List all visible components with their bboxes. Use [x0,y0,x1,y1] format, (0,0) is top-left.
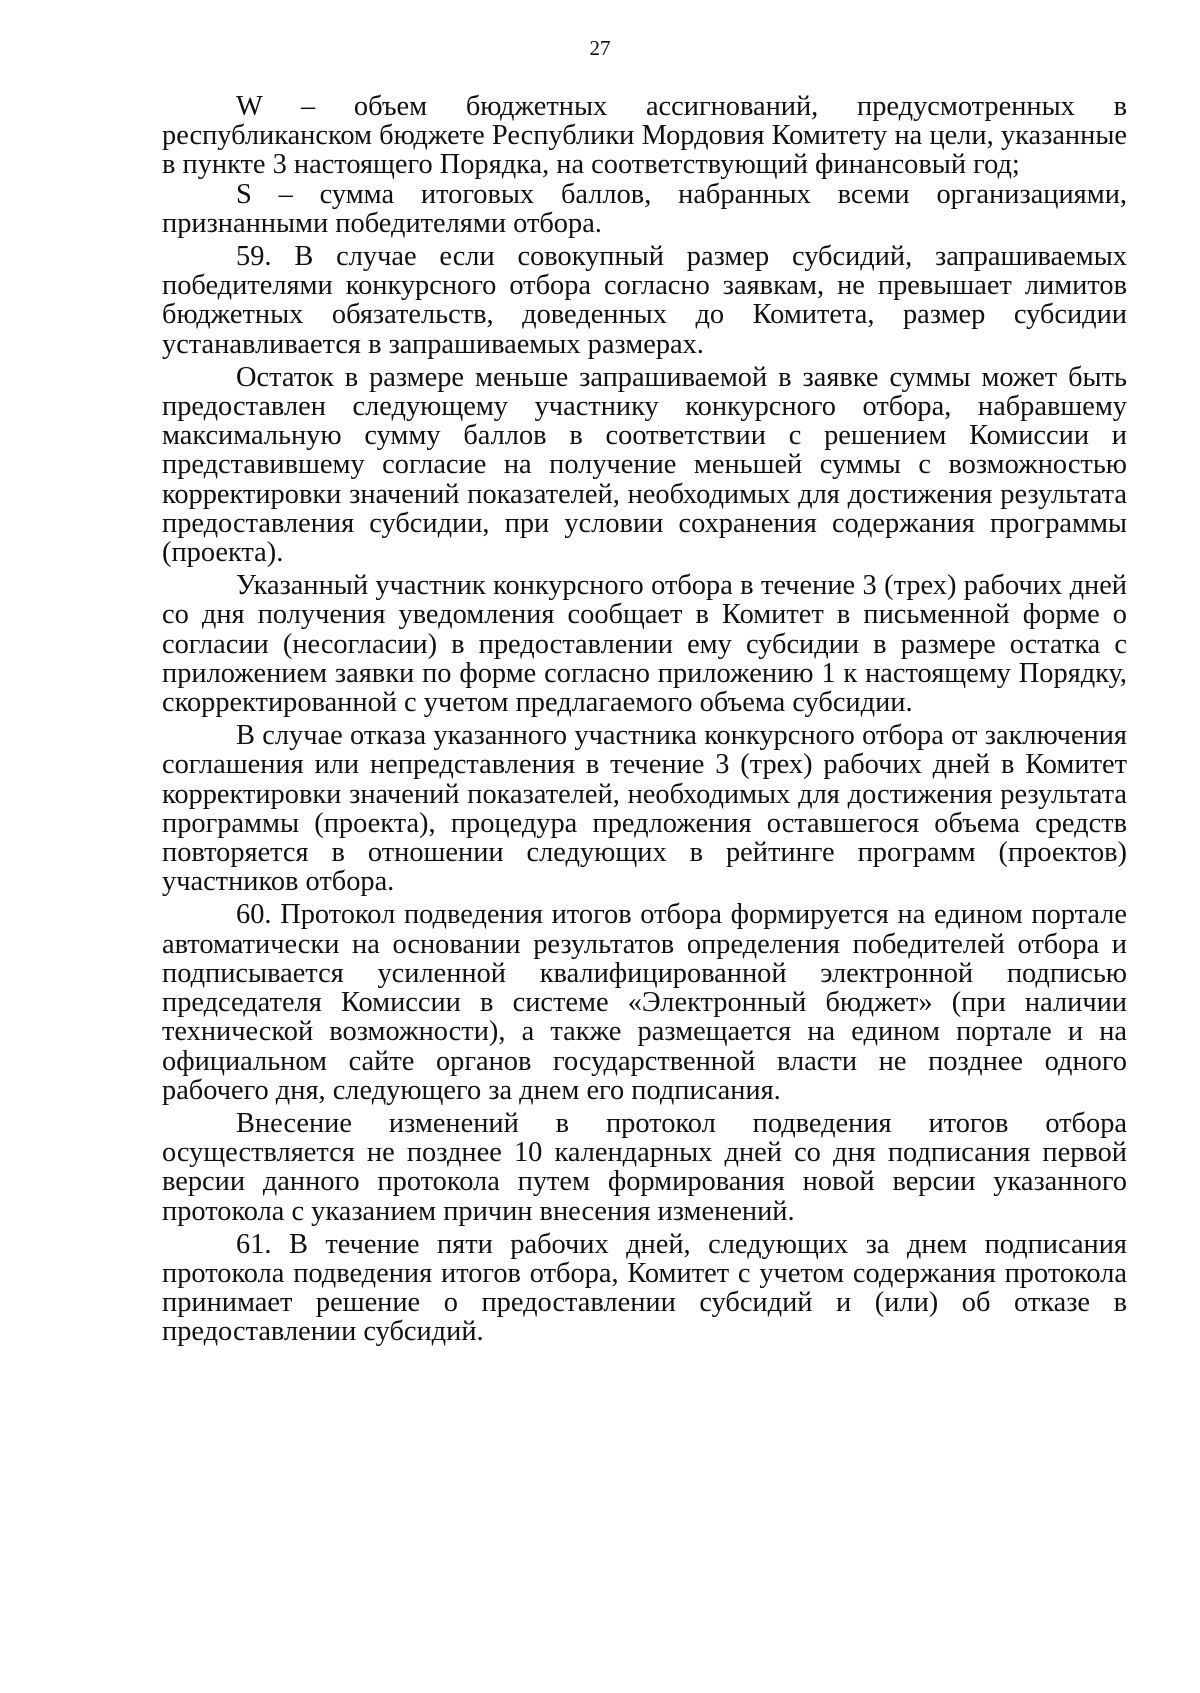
paragraph-clause-61: 61. В течение пяти рабочих дней, следующих за днем подписания протокола подведения итогов отбора, Комитет с учетом содержания протокола принимает решение о предоставлении субсидий и (или) об отказе в предоставлении субсидий. [162,1228,1127,1348]
paragraph-clause-60: 60. Протокол подведения итогов отбора формируется на едином портале автоматически на основании результатов определения победителей отбора и подписывается усиленной квалифицированной электронной подписью председателя Комиссии в системе «Электронный бюджет» (при наличии технической возможности), а также размещается на едином портале и на официальном сайте органов государственной власти не позднее одного рабочего дня, следующего за днем его подписания. [162,899,1127,1106]
paragraph-w-definition: W – объем бюджетных ассигнований, предусмотренных в республиканском бюджете Республики Мордовия Комитету на цели, указанные в пункте 3 настоящего Порядка, на соответствующий финансовый год; [162,91,1127,181]
document-body [162,92,1127,1347]
paragraph-s-definition: S – сумма итоговых баллов, набранных всеми организациями, признанными победителями отбора. [162,178,1127,239]
paragraph-clause-59: 59. В случае если совокупный размер субсидий, запрашиваемых победителями конкурсного отбора согласно заявкам, не превышает лимитов бюджетных обязательств, доведенных до Комитета, размер субсидии устанавливается в запрашиваемых размерах. [162,241,1127,360]
paragraph-participant-notice: Указанный участник конкурсного отбора в течение 3 (трех) рабочих дней со дня получения уведомления сообщает в Комитет в письменной форме о согласии (несогласии) в предоставлении ему субсидии в размере остатка с приложением заявки по форме согласно приложению 1 к настоящему Порядку, скорректированной с учетом предлагаемого объема субсидии. [162,570,1127,719]
paragraph-protocol-changes: Внесение изменений в протокол подведения итогов отбора осуществляется не позднее 10 календарных дней со дня подписания первой версии данного протокола путем формирования новой версии указанного протокола с указанием причин внесения изменений. [162,1107,1127,1227]
paragraph-refusal: В случае отказа указанного участника конкурсного отбора от заключения соглашения или непредставления в течение 3 (трех) рабочих дней в Комитет корректировки значений показателей, необходимых для достижения результата программы (проекта), процедура предложения оставшегося объема средств повторяется в отношении следующих в рейтинге программ (проектов) участников отбора. [162,720,1127,898]
page-number: 27 [589,36,611,60]
paragraph-remainder: Остаток в размере меньше запрашиваемой в заявке суммы может быть предоставлен следующему участнику конкурсного отбора, набравшему максимальную сумму баллов в соответствии с решением Комиссии и представившему согласие на получение меньшей суммы с возможностью корректировки значений показателей, необходимых для достижения результата предоставления субсидии, при условии сохранения содержания программы (проекта). [162,361,1127,569]
